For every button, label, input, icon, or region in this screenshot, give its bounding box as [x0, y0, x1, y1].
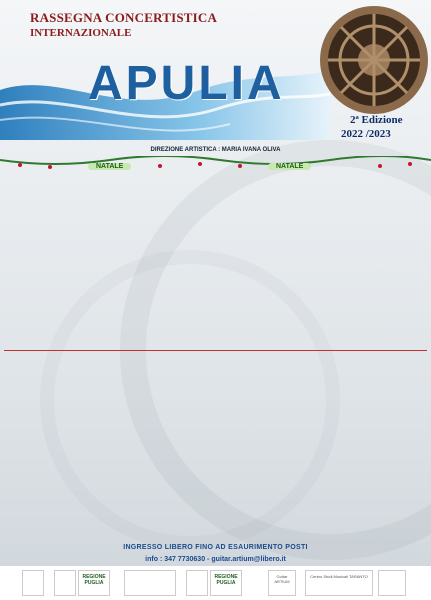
- artistic-direction: DIREZIONE ARTISTICA : MARIA IVANA OLIVA: [150, 147, 281, 153]
- sponsor-logos: [0, 566, 431, 600]
- watermark-ring-small: [40, 250, 340, 550]
- logo-regione-puglia-2: REGIONE PUGLIA: [210, 570, 242, 596]
- seal-icon-2: [186, 570, 208, 596]
- series-subtitle: INTERNAZIONALE: [30, 27, 132, 39]
- series-title: RASSEGNA CONCERTISTICA: [30, 10, 218, 25]
- seal-icon: [54, 570, 76, 596]
- edition-label: 2ª Edizione: [350, 114, 403, 126]
- free-entry-notice: INGRESSO LIBERO FINO AD ESAURIMENTO POSTI: [123, 544, 308, 551]
- edition-years: 2022 /2023: [341, 128, 391, 140]
- main-title: APULIA: [88, 57, 285, 110]
- logo-centro-studi: Centro Studi Musicali TARANTO: [305, 570, 373, 596]
- logo-guitar-artium: Guitar ARTIUM: [268, 570, 296, 596]
- logo-regione-puglia-1: REGIONE PUGLIA: [78, 570, 110, 596]
- contact-info: info : 347 7730630 - guitar.artium@libero.it: [145, 556, 286, 563]
- poster-header: [0, 0, 431, 148]
- christmas-garland: [0, 156, 431, 176]
- logo-text-block: [124, 570, 176, 596]
- section-divider: [4, 350, 427, 351]
- natale-label-right: NATALE: [268, 163, 311, 170]
- natale-label-left: NATALE: [88, 163, 131, 170]
- rose-window-icon: [318, 4, 430, 116]
- coat-of-arms-icon: [22, 570, 44, 596]
- logo-emblem: [378, 570, 406, 596]
